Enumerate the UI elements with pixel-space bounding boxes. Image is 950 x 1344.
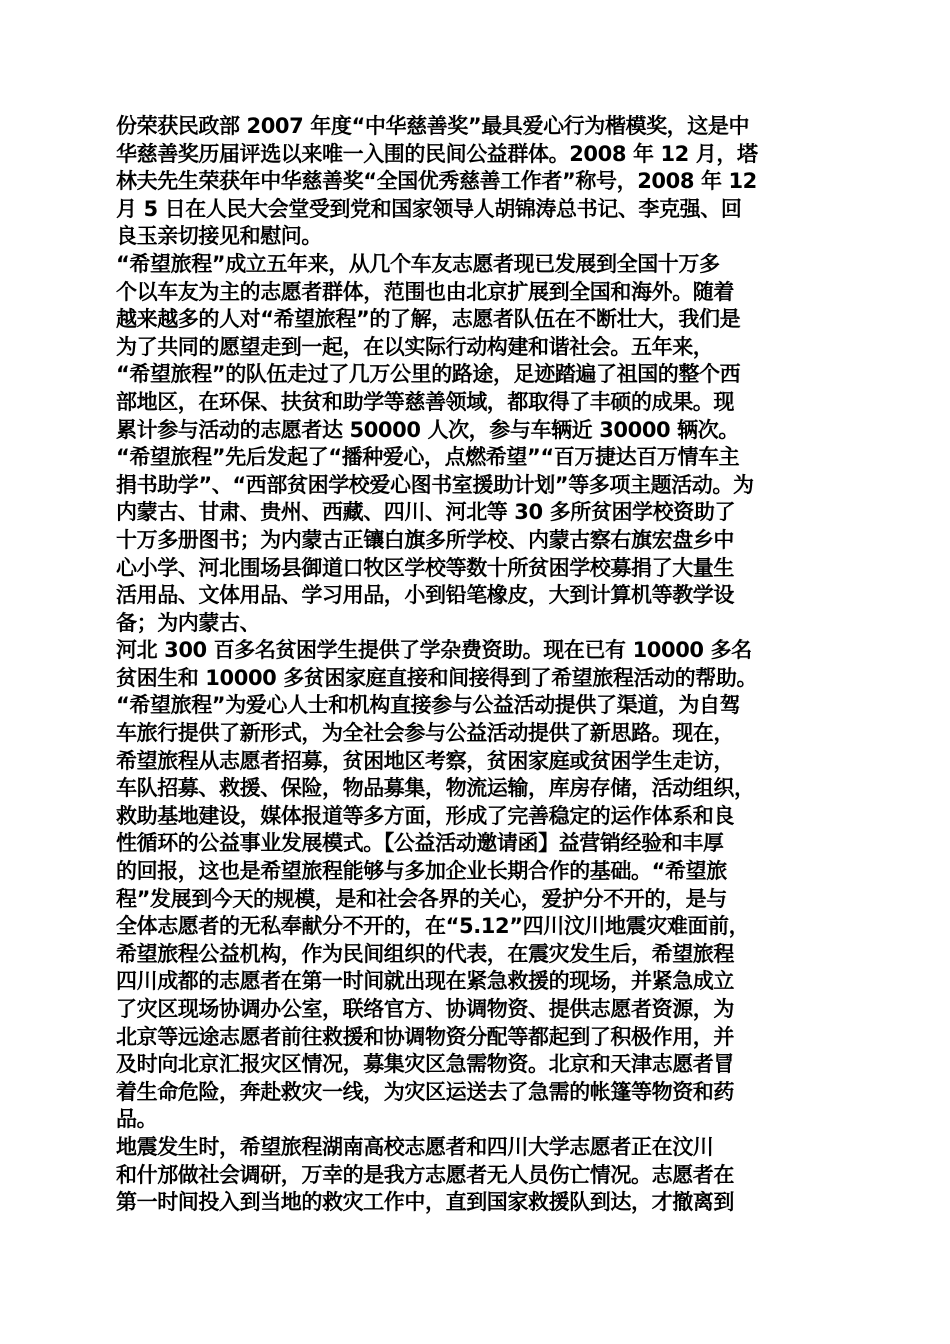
text-line: 良玉亲切接见和慰问。	[116, 224, 322, 249]
text-line: 北京等远途志愿者前往救援和协调物资分配等都起到了积极作用，并	[116, 1024, 734, 1049]
text-line: 林夫先生荣获年中华慈善奖“全国优秀慈善工作者”称号，2008 年 12	[116, 169, 757, 194]
text-line: 救助基地建设，媒体报道等多方面，形成了完善稳定的运作体系和良	[116, 803, 734, 828]
text-line: 的回报，这也是希望旅程能够与多加企业长期合作的基础。“希望旅	[116, 859, 727, 884]
text-line: 希望旅程公益机构，作为民间组织的代表，在震灾发生后，希望旅程	[116, 941, 734, 966]
text-line: 和什邡做社会调研，万幸的是我方志愿者无人员伤亡情况。志愿者在	[116, 1162, 734, 1187]
text-line: 贫困生和 10000 多贫困家庭直接和间接得到了希望旅程活动的帮助。	[116, 665, 758, 690]
text-line: 为了共同的愿望走到一起，在以实际行动构建和谐社会。五年来，	[116, 334, 714, 359]
text-line: 着生命危险，奔赴救灾一线，为灾区运送去了急需的帐篷等物资和药	[116, 1079, 734, 1104]
text-line: “希望旅程”成立五年来，从几个车友志愿者现已发展到全国十万多	[116, 251, 720, 276]
text-line: 及时向北京汇报灾区情况，募集灾区急需物资。北京和天津志愿者冒	[116, 1052, 734, 1077]
text-line: 品。	[116, 1107, 158, 1132]
text-line: 部地区，在环保、扶贫和助学等慈善领域，都取得了丰硕的成果。现	[116, 389, 734, 414]
text-line: 活用品、文体用品、学习用品，小到铅笔橡皮，大到计算机等教学设	[116, 583, 734, 608]
text-line: 份荣获民政部 2007 年度“中华慈善奖”最具爱心行为楷模奖，这是中	[116, 114, 750, 138]
text-line: 越来越多的人对“希望旅程”的了解，志愿者队伍在不断壮大，我们是	[116, 307, 741, 332]
document-page	[116, 113, 856, 1243]
text-line: 车队招募、救援、保险，物品募集，物流运输，库房存储，活动组织，	[116, 776, 755, 801]
text-line: 了灾区现场协调办公室，联络官方、协调物资、提供志愿者资源，为	[116, 997, 734, 1021]
text-line: 性循环的公益事业发展模式。【公益活动邀请函】益营销经验和丰厚	[116, 831, 724, 856]
text-line: 累计参与活动的志愿者达 50000 人次，参与车辆近 30000 辆次。	[116, 417, 739, 442]
text-line: 内蒙古、甘肃、贵州、西藏、四川、河北等 30 多所贫困学校资助了	[116, 500, 736, 525]
text-line: 全体志愿者的无私奉献分不开的，在“5.12”四川汶川地震灾难面前，	[116, 914, 750, 939]
text-line: “希望旅程”的队伍走过了几万公里的路途，足迹踏遍了祖国的整个西	[116, 362, 741, 387]
text-line: 河北 300 百多名贫困学生提供了学杂费资助。现在已有 10000 多名	[116, 638, 752, 663]
text-line: 月 5 日在人民大会堂受到党和国家领导人胡锦涛总书记、李克强、回	[116, 196, 742, 221]
text-line: 车旅行提供了新形式，为全社会参与公益活动提供了新思路。现在，	[116, 721, 734, 746]
text-line: “希望旅程”先后发起了“播种爱心，点燃希望”“百万捷达百万情车主	[116, 445, 740, 470]
text-line: 地震发生时，希望旅程湖南高校志愿者和四川大学志愿者正在汶川	[116, 1134, 714, 1159]
text-line: 华慈善奖历届评选以来唯一入围的民间公益群体。2008 年 12 月，塔	[116, 141, 758, 166]
text-line: 程”发展到今天的规模，是和社会各界的关心，爱护分不开的，是与	[116, 886, 727, 911]
text-line: 四川成都的志愿者在第一时间就出现在紧急救援的现场，并紧急成立	[116, 969, 734, 994]
text-line: “希望旅程”为爱心人士和机构直接参与公益活动提供了渠道，为自驾	[116, 693, 741, 718]
text-line: 希望旅程从志愿者招募，贫困地区考察，贫困家庭或贫困学生走访，	[116, 748, 734, 773]
text-line: 心小学、河北围场县御道口牧区学校等数十所贫困学校募捐了大量生	[116, 555, 734, 580]
text-line: 第一时间投入到当地的救灾工作中，直到国家救援队到达，才撤离到	[116, 1190, 734, 1215]
text-line: 备；为内蒙古、	[116, 610, 261, 635]
text-line: 个以车友为主的志愿者群体，范围也由北京扩展到全国和海外。随着	[116, 279, 734, 304]
text-line: 十万多册图书；为内蒙古正镶白旗多所学校、内蒙古察右旗宏盘乡中	[116, 527, 734, 552]
text-line: 捐书助学”、“西部贫困学校爱心图书室援助计划”等多项主题活动。为	[116, 472, 754, 497]
